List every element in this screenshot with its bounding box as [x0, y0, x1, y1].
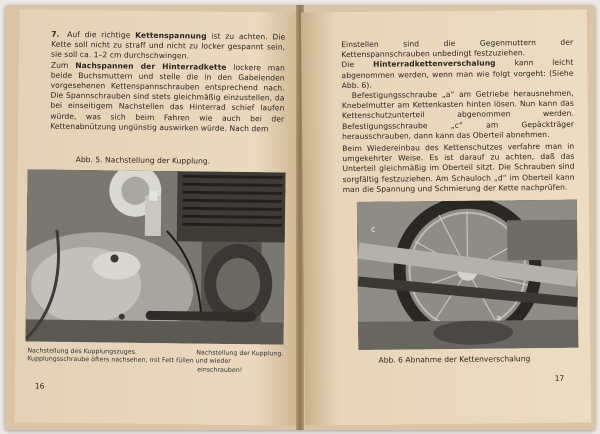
step-number: 7. — [51, 29, 60, 39]
left-paragraph-1: 7. Auf die richtige Kettenspannung ist zu achten. Die Kette soll nicht zu straff und nicht zu locker gespannt sein, sie soll ca. 1–2 cm durchschwingen. — [50, 29, 286, 61]
right-body-text — [341, 38, 575, 195]
left-paragraph-2: Zum Nachspannen der Hinterradkette lockere man beide Buchsmuttern und stelle die in den Gabelenden vorgesehenen Kettenspannschrauben entsprechend nach. Die Spannschrauben sind stets gleichmäßig einzustellen, da bei einseitigem Nachstellen das Hinterrad schief laufen würde, was sich beim Fahren wie auch bei der Kettenabnützung ungünstig auswirken würde. Nach dem — [50, 60, 285, 134]
label-a: a — [496, 313, 502, 323]
chain-cover-illustration — [357, 200, 579, 350]
right-page — [301, 10, 591, 426]
figure-6-caption: Abb. 6 Abnahme der Kettenverschalung — [378, 354, 531, 365]
figure-5-caption: Abb. 5. Nachstellung der Kupplung. — [75, 154, 211, 166]
label-c: c — [371, 224, 376, 234]
chain-cover-photo — [357, 200, 579, 350]
right-paragraph-3: Befestigungsschraube „a“ am Getriebe herausnehmen, Knebelmutter am Kettenkasten hinten lösen. Nun kann das Kettenschutzunterteil abgenommen werden. Befestigungsschraube „c“ am Gepäckträger herausschrauben, dann kann das Oberteil abnehmen. — [341, 88, 575, 141]
term-nachspannen: Nachspannen der Hinterradkette — [75, 60, 227, 72]
booklet — [5, 5, 595, 430]
term-kettenspannung: Kettenspannung — [135, 30, 207, 41]
caption-line-3: einschrauben! — [197, 366, 243, 374]
right-paragraph-1: Einstellen sind die Gegenmuttern der Kettenspannschrauben unbedingt festzuziehen. — [341, 37, 574, 60]
left-body-text — [50, 30, 285, 135]
clutch-photo — [25, 169, 285, 344]
caption-clutch-cable: Nachstellung des Kupplungszuges. — [27, 347, 137, 356]
right-paragraph-4: Beim Wiedereinbau des Kettenschutzes verfahre man in umgekehrter Weise. Es ist darauf zu achten, daß das Unterteil gleichmäßig im Oberteil sitzt. Die Schrauben sind sorgfältig festzuziehen. Am Schauloch „d“ im Oberteil kann man die Spannung und Schmierung der Kette nachprüfen. — [342, 141, 575, 194]
left-page — [14, 9, 301, 425]
right-paragraph-2: Die Hinterradkettenverschalung kann leicht abgenommen werden, wenn man wie folgt vorgeht: (Siehe Abb. 6). — [341, 58, 574, 90]
clutch-photo-caption — [27, 347, 283, 375]
page-number-right: 17 — [554, 373, 565, 383]
caption-clutch: Nachstellung der Kupplung. — [196, 349, 284, 358]
term-verschalung: Hinterradkettenverschalung — [373, 58, 496, 70]
page-number-left: 16 — [34, 381, 45, 391]
caption-line-2: Kupplungsschraube öfters nachsehen, mit Fett füllen und wieder — [27, 355, 231, 366]
clutch-illustration — [25, 169, 285, 344]
